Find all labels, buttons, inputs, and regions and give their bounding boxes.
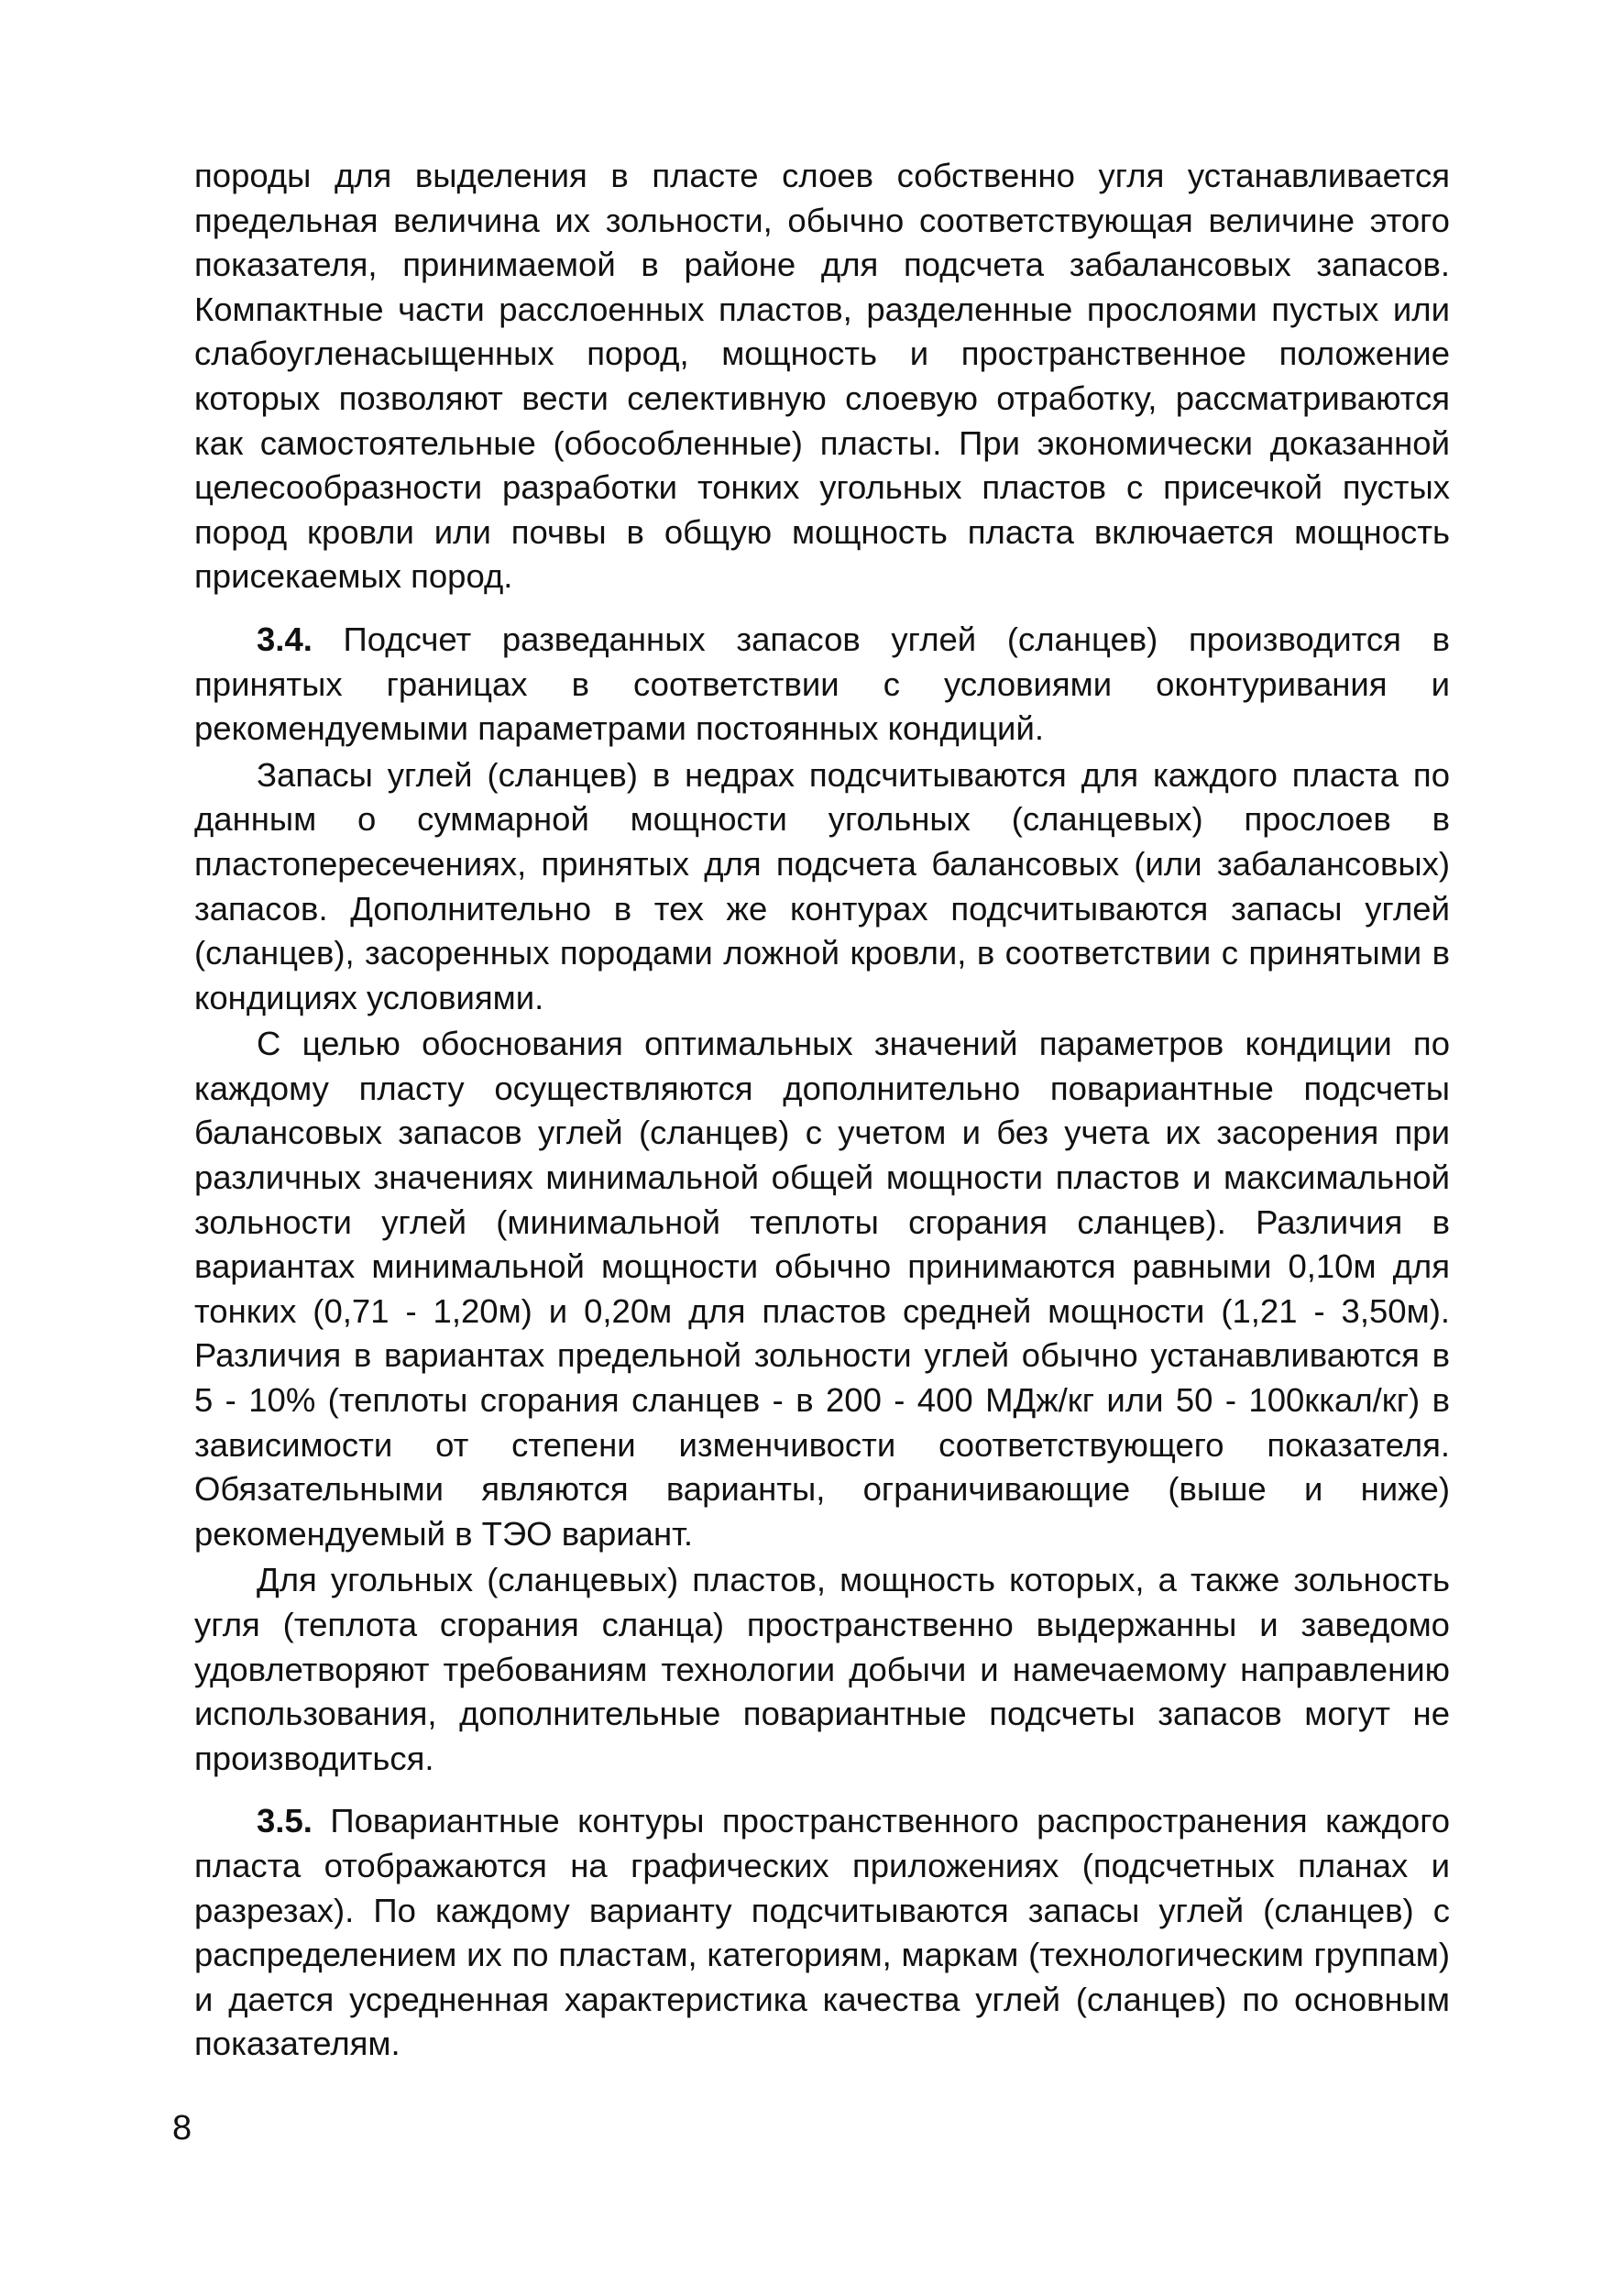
paragraph-reserves-calculation [194,753,1450,1021]
page-body [194,154,1450,2069]
paragraph-consistent-seams [194,1558,1450,1781]
paragraph-text: Повариантные контуры пространственного распространения каждого пласта отображаются на графических приложениях (подсчетных планах и разрезах). По каждому варианту подсчитываются запасы углей (сланцев) с распределением их по пластам, категориям, маркам (технологическим группам) и дается усредненная характеристика качества углей (сланцев) по основным показателям. [194,1802,1450,2063]
paragraph-continuation [194,154,1450,599]
section-number: 3.5. [257,1802,313,1840]
page-number: 8 [172,2109,192,2147]
paragraph-variant-calculations [194,1022,1450,1556]
paragraph-section-3-5 [194,1799,1450,2067]
section-number: 3.4. [257,620,313,658]
paragraph-section-3-4 [194,618,1450,752]
paragraph-text: породы для выделения в пласте слоев собственно угля устанавливается предельная величина их зольности, обычно соответствующая величине этого показателя, принимаемой в районе для подсчета забалансовых запасов. Компактные части расслоенных пластов, разделенные прослоями пустых или слабоугленасыщенных пород, мощность и пространственное положение которых позволяют вести селективную слоевую отработку, рассматриваются как самостоятельные (обособленные) пласты. При экономически доказанной целесообразности разработки тонких угольных пластов с присечкой пустых пород кровли или почвы в общую мощность пласта включается мощность присекаемых пород. [194,157,1450,596]
paragraph-text: Подсчет разведанных запасов углей (сланцев) производится в принятых границах в соответствии с условиями оконтуривания и рекомендуемыми параметрами постоянных кондиций. [194,620,1450,748]
paragraph-text: С целью обоснования оптимальных значений параметров кондиции по каждому пласту осуществляются дополнительно повариантные подсчеты балансовых запасов углей (сланцев) с учетом и без учета их засорения при различных значениях минимальной общей мощности пластов и максимальной зольности углей (минимальной теплоты сгорания сланцев). Различия в вариантах минимальной мощности обычно принимаются равными 0,10м для тонких (0,71 - 1,20м) и 0,20м для пластов средней мощности (1,21 - 3,50м). Различия в вариантах предельной зольности углей обычно устанавливаются в 5 - 10% (теплоты сгорания сланцев - в 200 - 400 МДж/кг или 50 - 100ккал/кг) в зависимости от степени изменчивости соответствующего показателя. Обязательными являются варианты, ограничивающие (выше и ниже) рекомендуемый в ТЭО вариант. [194,1025,1450,1553]
paragraph-text: Запасы углей (сланцев) в недрах подсчитываются для каждого пласта по данным о суммарной мощности угольных (сланцевых) прослоев в пластопересечениях, принятых для подсчета балансовых (или забалансовых) запасов. Дополнительно в тех же контурах подсчитываются запасы углей (сланцев), засоренных породами ложной кровли, в соответствии с принятыми в кондициях условиями. [194,755,1450,1016]
paragraph-text: Для угольных (сланцевых) пластов, мощность которых, а также зольность угля (теплота сгорания сланца) пространственно выдержанны и заведомо удовлетворяют требованиям технологии добычи и намечаемому направлению использования, дополнительные повариантные подсчеты запасов могут не производиться. [194,1561,1450,1777]
